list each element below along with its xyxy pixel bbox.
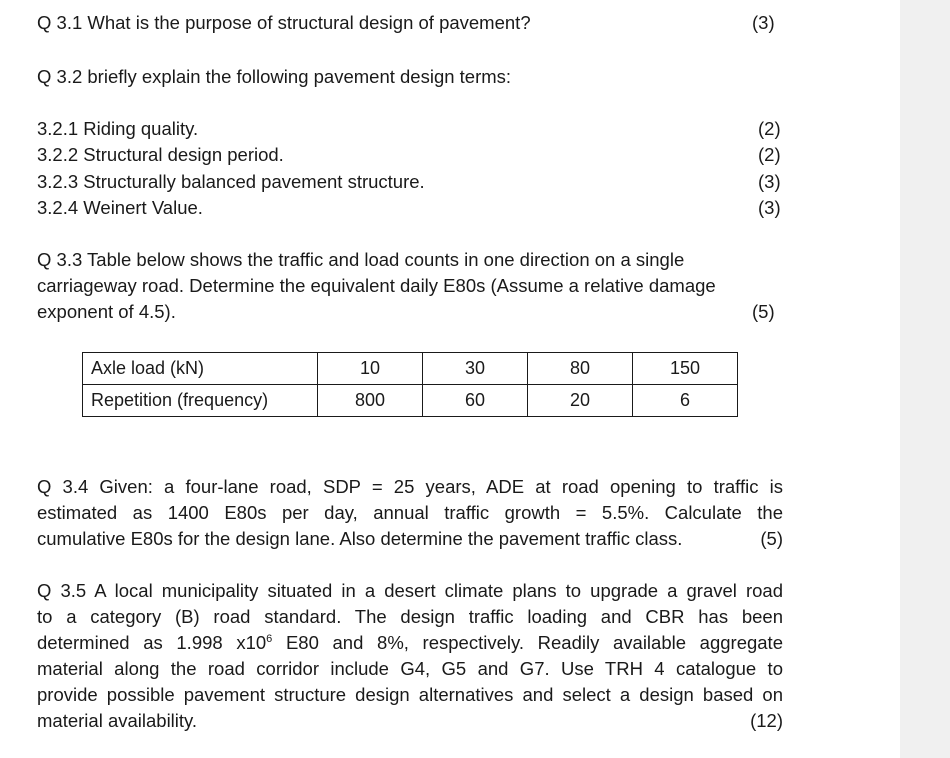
- question-3-2-1-marks: (2): [758, 118, 781, 139]
- question-3-4-marks: (5): [760, 528, 783, 549]
- question-3-5-line-6: material availability.: [37, 710, 198, 731]
- table-cell: 6: [633, 385, 738, 417]
- question-3-2-4-marks: (3): [758, 197, 781, 218]
- table-cell: 10: [318, 353, 423, 385]
- question-3-1-marks: (3): [752, 12, 775, 33]
- question-3-5-marks: (12): [750, 710, 783, 731]
- question-3-4: [37, 474, 783, 552]
- question-3-5: [37, 578, 783, 734]
- question-3-2-2-marks: (2): [758, 144, 781, 165]
- question-3-3-line-1: Q 3.3 Table below shows the traffic and load counts in one direction on a single: [37, 249, 685, 270]
- question-3-5-line-3: determined as 1.998 $x10^6$ E80 and 8%, respectively. Readily available aggregate: [37, 632, 783, 653]
- table-row-header: Axle load (kN): [83, 353, 318, 385]
- table-cell: 150: [633, 353, 738, 385]
- table-cell: 30: [423, 353, 528, 385]
- table-row-header: Repetition (frequency): [83, 385, 318, 417]
- table-cell: 800: [318, 385, 423, 417]
- table-row: [83, 353, 738, 385]
- question-3-5-line-1: Q 3.5 A local municipality situated in a desert climate plans to upgrade a gravel road: [37, 580, 783, 601]
- question-3-4-line-2: estimated as 1400 E80s per day, annual traffic growth = 5.5%. Calculate the: [37, 502, 783, 523]
- question-3-5-line-2: to a category (B) road standard. The design traffic loading and CBR has been: [37, 606, 783, 627]
- table-cell: 20: [528, 385, 633, 417]
- table-cell: 60: [423, 385, 528, 417]
- axle-load-table: [82, 352, 738, 417]
- table-cell: 80: [528, 353, 633, 385]
- question-3-2-3: 3.2.3 Structurally balanced pavement structure.: [37, 171, 425, 192]
- question-3-4-line-1: Q 3.4 Given: a four-lane road, SDP = 25 years, ADE at road opening to traffic is: [37, 476, 783, 497]
- question-3-4-line-3: cumulative E80s for the design lane. Also determine the pavement traffic class.: [37, 528, 683, 549]
- question-3-2-4: 3.2.4 Weinert Value.: [37, 197, 203, 218]
- question-3-5-line-5: provide possible pavement structure design alternatives and select a design based on: [37, 684, 783, 705]
- viewer-gutter: [900, 0, 950, 758]
- question-3-2-2: 3.2.2 Structural design period.: [37, 144, 284, 165]
- question-3-3-line-2: carriageway road. Determine the equivalent daily E80s (Assume a relative damage: [37, 275, 716, 296]
- question-3-2-3-marks: (3): [758, 171, 781, 192]
- question-3-3-marks: (5): [752, 301, 775, 322]
- table-row: [83, 385, 738, 417]
- question-3-2-1: 3.2.1 Riding quality.: [37, 118, 199, 139]
- question-3-2: Q 3.2 briefly explain the following pavement design terms:: [37, 66, 512, 87]
- question-3-1: Q 3.1 What is the purpose of structural design of pavement?: [37, 12, 531, 33]
- question-3-5-line-4: material along the road corridor include G4, G5 and G7. Use TRH 4 catalogue to: [37, 658, 783, 679]
- question-3-3-line-3: exponent of 4.5).: [37, 301, 176, 322]
